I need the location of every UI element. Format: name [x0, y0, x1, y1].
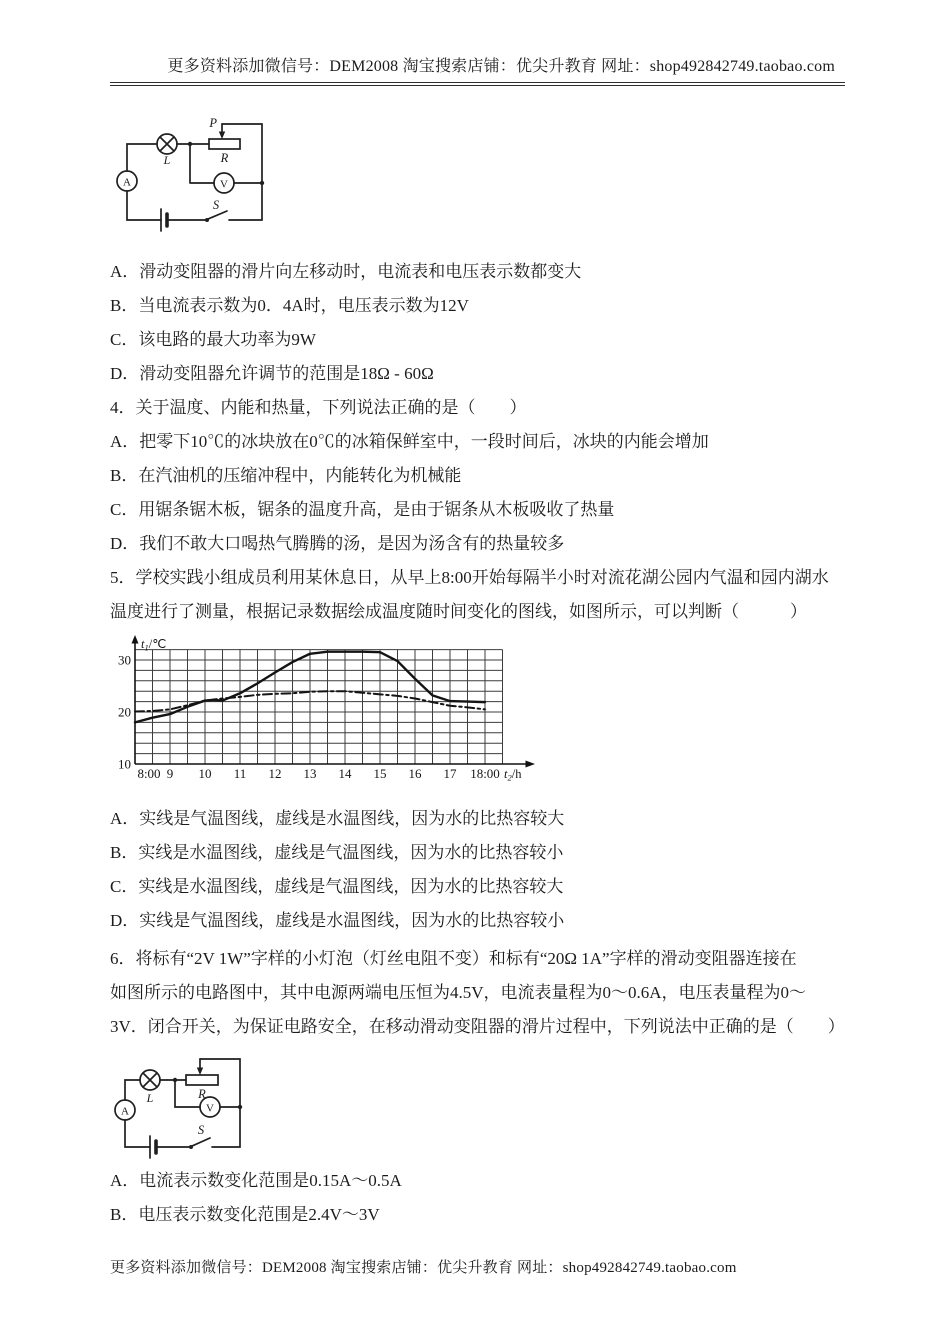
rheostat-symbol — [186, 1075, 218, 1085]
wire — [127, 124, 262, 220]
q4-option-b: B．在汽油机的压缩冲程中，内能转化为机械能 — [110, 466, 462, 485]
q3-option-a: A．滑动变阻器的滑片向左移动时，电流表和电压表示数都变大 — [110, 262, 582, 281]
q6-option-a: A．电流表示数变化范围是0.15A～0.5A — [110, 1171, 402, 1190]
circuit-diagram-2 — [106, 1052, 251, 1164]
x-tick-label: 18:00 — [470, 766, 500, 781]
rheostat-label: R — [198, 1087, 206, 1101]
x-tick-label: 15 — [373, 766, 387, 781]
q5-option-b: B．实线是水温图线，虚线是气温图线，因为水的比热容较小 — [110, 843, 564, 862]
y-tick-label: 20 — [118, 704, 131, 720]
q6-stem-line-2: 如图所示的电路图中，其中电源两端电压恒为4.5V，电流表量程为0～0.6A，电压表量程为0～ — [110, 983, 807, 1002]
slider-arrow-icon — [197, 1068, 203, 1076]
q5-stem-line-2: 温度进行了测量，根据记录数据绘成温度随时间变化的图线，如图所示，可以判断（ ） — [110, 602, 807, 621]
switch-lever — [193, 1138, 211, 1146]
lamp-label: L — [146, 1091, 154, 1105]
y-tick-label: 10 — [118, 756, 131, 772]
q5-option-a: A．实线是气温图线，虚线是水温图线，因为水的比热容较大 — [110, 809, 565, 828]
junction-dot — [188, 142, 192, 146]
x-tick-label: 9 — [166, 766, 174, 781]
circuit-diagram-1 — [112, 112, 272, 234]
voltmeter-label: V — [206, 1102, 214, 1115]
ammeter-label: A — [121, 1105, 129, 1118]
x-tick-label: 14 — [338, 766, 352, 781]
q6-stem-line-1: 6．将标有“2V 1W”字样的小灯泡（灯丝电阻不变）和标有“20Ω 1A”字样的滑动变阻器连接在 — [110, 949, 797, 968]
q5-stem-line-1: 5．学校实践小组成员利用某休息日，从早上8:00开始每隔半小时对流花湖公园内气温和园内湖水 — [110, 568, 829, 587]
switch-label: S — [212, 198, 220, 212]
x-axis-label: $t_2/h$ — [504, 767, 522, 783]
slider-label: P — [209, 116, 217, 130]
lamp-label: L — [163, 153, 171, 167]
q4-option-c: C．用锯条锯木板，锯条的温度升高，是由于锯条从木板吸收了热量 — [110, 500, 615, 519]
rheostat-label: R — [220, 151, 229, 165]
x-tick-label: 17 — [443, 766, 457, 781]
lamp-cross — [160, 137, 174, 151]
x-tick-label: 8:00 — [137, 766, 161, 781]
q4-option-d: D．我们不敢大口喝热气腾腾的汤，是因为汤含有的热量较多 — [110, 534, 565, 553]
slider-arrow-icon — [219, 132, 225, 140]
q6-option-b: B．电压表示数变化范围是2.4V～3V — [110, 1205, 380, 1224]
x-tick-label: 12 — [268, 766, 282, 781]
footer-promo-text: 更多资料添加微信号：DEM2008 淘宝搜索店铺：优尖升教育 网址：shop492842749.taobao.com — [110, 1260, 737, 1276]
junction-dot — [260, 181, 264, 185]
x-tick-label: 10 — [198, 766, 212, 781]
q3-option-d: D．滑动变阻器允许调节的范围是18Ω - 60Ω — [110, 364, 434, 383]
switch-label: S — [197, 1123, 205, 1137]
header-promo-text: 更多资料添加微信号：DEM2008 淘宝搜索店铺：优尖升教育 网址：shop492842749.taobao.com — [167, 58, 835, 75]
x-tick-label: 16 — [408, 766, 422, 781]
voltmeter-label: V — [220, 178, 228, 191]
junction-dot — [173, 1078, 177, 1082]
q4-stem: 4．关于温度、内能和热量，下列说法正确的是（ ） — [110, 398, 527, 417]
x-tick-label: 11 — [233, 766, 247, 781]
page-footer — [110, 1256, 845, 1280]
switch-lever — [209, 211, 228, 219]
q6-stem-line-3: 3V．闭合开关，为保证电路安全，在移动滑动变阻器的滑片过程中，下列说法中正确的是（ ） — [110, 1017, 845, 1036]
rheostat-symbol — [209, 139, 240, 149]
lamp-cross — [143, 1073, 157, 1087]
temperature-chart — [112, 634, 557, 796]
q5-option-d: D．实线是气温图线，虚线是水温图线，因为水的比热容较小 — [110, 911, 565, 930]
wire — [125, 1059, 240, 1147]
q3-option-b: B．当电流表示数为0．4A时，电压表示数为12V — [110, 296, 469, 315]
junction-dot — [238, 1105, 242, 1109]
y-tick-label: 30 — [118, 652, 131, 668]
y-axis-label: $t_1/℃$ — [141, 637, 167, 653]
page-header — [110, 0, 845, 86]
ammeter-label: A — [123, 176, 131, 189]
q4-option-a: A．把零下10℃的冰块放在0℃的冰箱保鲜室中，一段时间后，冰块的内能会增加 — [110, 432, 709, 451]
q5-option-c: C．实线是水温图线，虚线是气温图线，因为水的比热容较大 — [110, 877, 564, 896]
q3-option-c: C．该电路的最大功率为9W — [110, 330, 316, 349]
x-tick-label: 13 — [303, 766, 317, 781]
